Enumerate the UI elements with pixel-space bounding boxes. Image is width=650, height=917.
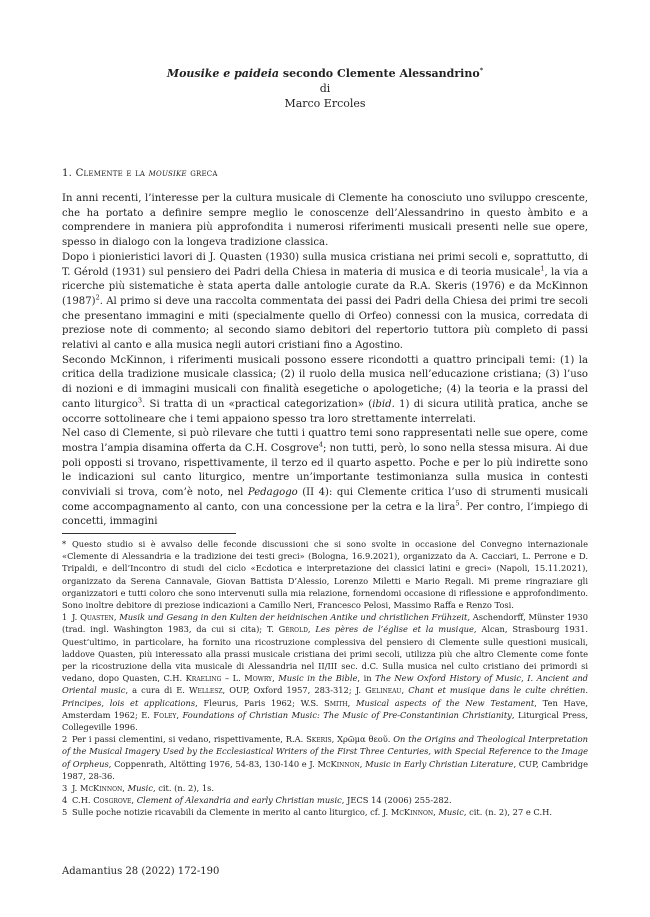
paragraph-2-text-c: . Al primo si deve una raccolta commentata dei passi dei Padri della Chiesa dei primi tre secoli che presentano immagini e miti (specialmente quello di Orfeo) connessi con la musica, corredata di preziose note di commento; al secondo siamo debitori del repertorio tuttora più completo di passi relativi al canto e alla musica negli autori cristiani fino a Agostino.: [62, 295, 588, 352]
paragraph-4-text-d: . Per contro, l’impiego di concetti, immagini: [62, 501, 588, 528]
fn5-author-mckinnon: McKinnon: [390, 807, 434, 818]
fn5-title: Music: [438, 807, 464, 818]
fn3-b: ,: [122, 783, 128, 794]
fn1-author-gelineau: Gelineau: [365, 685, 402, 696]
fn5-b: ,: [433, 807, 439, 818]
paragraph-3-text-b: . Si tratta di un «practical categorization» (: [142, 398, 373, 410]
fn1-k: ,: [401, 685, 409, 696]
fn1-author-foley: Foley: [153, 709, 177, 720]
fn2-author-mckinnon: McKinnon: [317, 758, 360, 769]
fn1-m: ,: [347, 697, 356, 708]
fn1-author-kraeling: Kraeling: [185, 673, 222, 684]
byline-di: di: [319, 82, 331, 95]
fn1-title-5: Chant et musique dans le culte chrétien. Principes, lois et applications: [62, 685, 588, 708]
fn1-i: , a cura di E.: [125, 685, 189, 696]
author-name: Marco Ercoles: [284, 97, 366, 110]
footnote-ref-2[interactable]: 2: [95, 293, 100, 302]
fn2-b: , Χρῶμα θεοῦ.: [331, 734, 394, 745]
fn1-title-6: Musical aspects of the New Testament: [356, 697, 535, 708]
fn4-b: ,: [131, 795, 137, 806]
paragraph-3-text-a: Secondo McKinnon, i riferimenti musicali possono essere ricondotti a quattro principali temi: (1) la critica della tradizione musicale classica; (2) il ruolo della musica nell’educazione cristiana; (3) l’uso di nozioni e di immagini musicali con finalità esegetiche o apologetiche; (4) la teoria e la prassi del canto liturgico: [62, 354, 588, 410]
fn1-author-mowry: Mowry: [244, 673, 273, 684]
fn5-c: , cit. (n. 2), 27 e C.H.: [463, 807, 552, 818]
fn1-title-1: Musik und Gesang in den Kulten der heidnischen Antike und christlichen Frühzeit,: [119, 612, 470, 623]
fn3-author-mckinnon: McKinnon: [79, 783, 123, 794]
article-title-block: [0, 66, 650, 111]
footnote-1-mark: 1: [62, 612, 68, 623]
section-head-part-b: greca: [186, 168, 218, 179]
section-heading: [62, 168, 218, 179]
footnote-4-mark: 4: [62, 795, 68, 806]
footnote-ref-1[interactable]: 1: [540, 264, 545, 273]
paragraph-4-text-c: (II 4): qui Clemente critica l’uso di strumenti musicali come accompagnamento al canto, con una concessione per la cetra e la lira: [62, 487, 589, 513]
paragraph-4-pedagogo: Pedagogo: [247, 487, 298, 499]
fn1-author-smith: Smith: [324, 697, 348, 708]
paragraph-3: [62, 354, 588, 428]
fn1-author-quasten: Quasten: [80, 612, 114, 623]
article-title-italic: Mousike e paideia: [166, 67, 280, 80]
fn5-a: Sulle poche notizie ricavabili da Clemente in merito al canto liturgico, cf. J.: [72, 807, 391, 818]
footnote-star: [62, 538, 588, 611]
footnote-ref-3[interactable]: 3: [137, 396, 143, 405]
footnote-4: [62, 794, 588, 806]
fn1-e: , Alcan, Strasbourg 1931. Quest’ultimo, in particolare, ha fornito una ricostruzione complessiva del pensiero di Clemente sulle questioni musicali, laddove Quasten, più interessato alla prassi musicale cristiana dei primi secoli, utilizza più che altro Clemente come fonte per la ricostruzione della vita musicale di Alessandria nel II/III sec. d.C. Sulla musica nel culto cristiano dei primordi si vedano, dopo Quasten, C.H.: [62, 624, 588, 684]
journal-footer: Adamantius 28 (2022) 172-190: [62, 866, 220, 877]
fn4-author-cosgrove: Cosgrove: [93, 795, 132, 806]
fn4-c: , JECS 14 (2006) 255-282.: [341, 795, 452, 806]
fn1-title-4: The New Oxford History of Music, I. Ancient and Oriental music: [62, 673, 588, 696]
paragraph-4: [62, 427, 588, 530]
fn1-c: Aschendorff, Münster 1930 (trad. ingl. Washington 1983, da cui si cita); T.: [62, 612, 588, 635]
footnote-3: [62, 782, 588, 794]
fn1-author-wellesz: Wellesz: [188, 685, 223, 696]
section-head-part-a: Clemente e la: [75, 168, 149, 179]
fn2-d: ,: [359, 758, 366, 769]
fn1-a: J.: [72, 612, 81, 623]
footnotes: [62, 538, 588, 819]
fn4-title: Clement of Alexandria and early Christian music: [136, 795, 342, 806]
paragraph-3-ibid: ibid.: [372, 398, 395, 410]
footnote-star-mark: *: [62, 539, 67, 549]
footnote-star-text: Questo studio si è avvalso delle feconde discussioni che si sono svolte in occasione del Convegno internazionale «Clemente di Alessandria e la tradizione dei testi greci» (Bologna, 16.9.2021), organizzato da A. Cacciari, L. Perrone e D. Tripaldi, e dell’Incontro di studi del ciclo «Ecdotica e interpretazione dei classici latini e greci» (Napoli, 15.11.2021), organizzato da Serena Cannavale, Giovan Battista D’Alessio, Lorenzo Miletti e Mario Regali. Mi preme ringraziare gli organizzatori e tutti coloro che sono intervenuti sulla mia relazione, fornendomi occasione di riflessione e approfondimento. Sono inoltre debitore di preziose indicazioni a Camillo Neri, Francesco Pelosi, Massimo Raffa e Renzo Tosi.: [62, 539, 588, 611]
paragraph-4-text-a: Nel caso di Clemente, si può rilevare che tutti i quattro temi sono rappresentati nelle sue opere, come mostra l’ampia disamina offerta da C.H. Cosgrove: [62, 428, 588, 454]
fn3-a: J.: [72, 783, 80, 794]
footnote-ref-5[interactable]: 5: [455, 499, 460, 508]
paragraph-3-text-c: 1) di sicura utilità pratica, anche se occorre sottolineare che i temi appaiono spesso tra loro strettamente interrelati.: [62, 398, 588, 425]
fn1-n: , Ten Have, Amsterdam 1962; E.: [62, 697, 588, 720]
paragraph-2-text-b: , la via a ricerche più sistematiche è stata aperta dalle antologie curate da R.A. Skeris (1976) e da McKinnon (1987): [62, 266, 589, 307]
footnote-2-mark: 2: [62, 734, 68, 745]
fn1-title-2: Les pères de l’église et la musique: [315, 624, 474, 635]
fn4-a: C.H.: [72, 795, 94, 806]
fn1-j: , OUP, Oxford 1957, 283-312; J.: [222, 685, 366, 696]
footnote-1: [62, 611, 588, 733]
fn1-f: – L.: [221, 673, 245, 684]
article-title: [0, 66, 650, 81]
main-body: [62, 192, 588, 530]
paragraph-2-text-a: Dopo i pionieristici lavori di J. Quasten (1930) sulla musica cristiana nei primi secoli e, soprattutto, di T. Gérold (1931) sul pensiero dei Padri della Chiesa in materia di musica e di teoria musicale: [62, 251, 588, 278]
fn2-title-2: Music in Early Christian Literature: [365, 758, 514, 769]
footnote-5-mark: 5: [62, 807, 68, 818]
footnote-5: [62, 806, 588, 818]
fn1-b: ,: [113, 612, 120, 623]
footnote-2: [62, 733, 588, 782]
fn2-author-skeris: Skeris: [306, 734, 332, 745]
fn2-a: Per i passi clementini, si vedano, rispettivamente, R.A.: [72, 734, 307, 745]
paragraph-4-text-b: ; non tutti, però, lo sono nella stessa misura. Ai due poli opposti si trovano, rispettivamente, il terzo ed il quarto aspetto. Poche e per lo più indirette sono le indicazioni sul canto liturgico, mentre un’importante testimonianza sulla musica in contesti conviviali si trova, com’è noto, nel: [62, 442, 588, 499]
article-title-rest: secondo Clemente Alessandrino: [279, 67, 480, 80]
section-number: 1.: [62, 168, 76, 179]
fn1-o: ,: [176, 709, 183, 720]
footnote-divider: [62, 533, 236, 534]
fn2-c: , Coppenrath, Altötting 1976, 54-83, 130-140 e J.: [108, 758, 318, 769]
footnote-3-mark: 3: [62, 783, 68, 794]
fn1-title-3: Music in the Bible: [278, 673, 358, 684]
fn1-p: , Liturgical Press, Collegeville 1996.: [62, 709, 589, 733]
fn1-title-7: Foundations of Christian Music: The Music of Pre-Constantinian Christianity: [182, 709, 512, 720]
fn2-title-1: On the Origins and Theological Interpretation of the Musical Imagery Used by the Ecclesiastical Writers of the First Three Centuries, with Special Reference to the Image of Orpheus: [62, 734, 588, 769]
fn3-title: Music: [127, 783, 153, 794]
fn1-l: , Fleurus, Paris 1962; W.S.: [195, 697, 325, 708]
fn1-d: ,: [307, 624, 316, 635]
paragraph-1: In anni recenti, l’interesse per la cultura musicale di Clemente ha conosciuto uno sviluppo crescente, che ha portato a definire sempre meglio le conoscenze dell’Alessandrino in questo àmbito e a comprendere in maniera più approfondita i numerosi riferimenti musicali presenti nelle sue opere, spesso in dialogo con la longeva tradizione classica.: [62, 193, 588, 249]
fn1-h: , in: [357, 673, 376, 684]
paragraph-2: [62, 251, 588, 354]
footnote-ref-4[interactable]: 4: [318, 440, 323, 449]
fn2-e: , CUP, Cambridge 1987, 28-36.: [62, 758, 589, 781]
fn3-c: , cit. (n. 2), 1s.: [152, 783, 214, 794]
title-footnote-mark[interactable]: *: [479, 66, 484, 75]
fn1-author-gerold: Gérold: [278, 624, 308, 635]
section-head-italic: mousike: [148, 168, 187, 179]
fn1-g: ,: [272, 673, 279, 684]
